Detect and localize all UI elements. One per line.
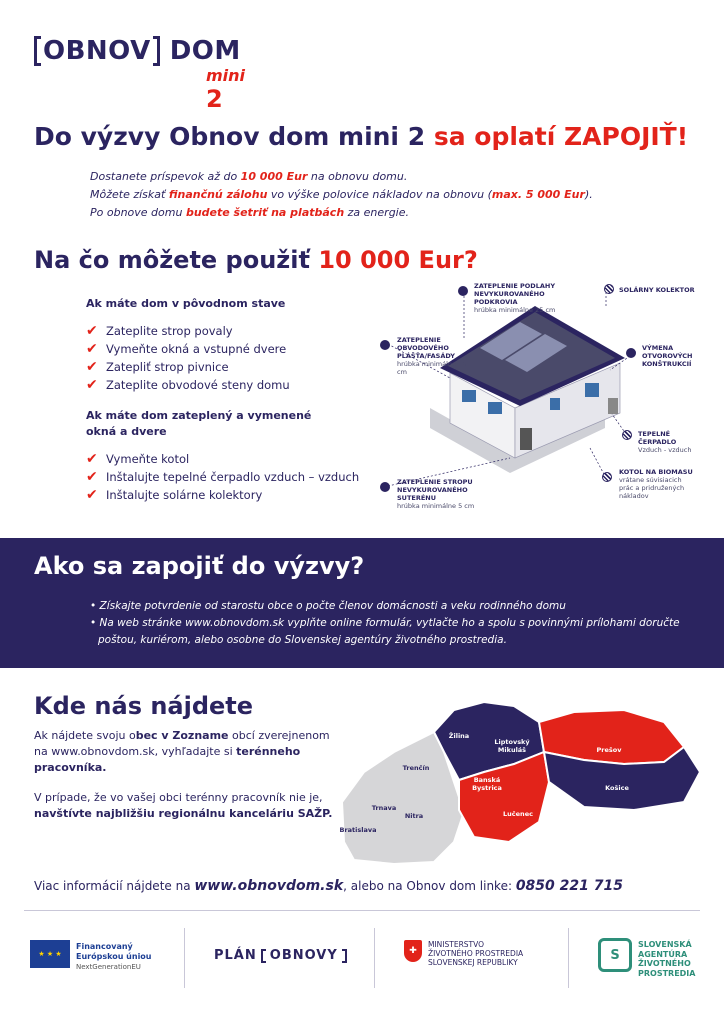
intro-l2c: vo výške polovice nákladov na obnovu ( [267, 188, 492, 201]
bracket-left [261, 949, 266, 963]
intro-l2d: max. 5 000 Eur [491, 188, 585, 201]
sazp-l3: ŽIVOTNÉHO [638, 959, 691, 968]
footer-divider [24, 910, 700, 911]
eu-l3: NextGenerationEU [76, 963, 141, 971]
plan-a: PLÁN [214, 948, 257, 963]
city-kosice: Košice [605, 784, 629, 792]
list-item [86, 486, 376, 504]
label-basement-sub: hrúbka minimálne 5 cm [397, 502, 475, 510]
footer-logos [0, 922, 724, 1002]
more-info-line [34, 878, 623, 894]
hatch-dot [602, 472, 612, 482]
label-facade-sub: hrúbka minimálne 10 cm [397, 360, 467, 376]
list-item [86, 340, 376, 358]
find-p1b: bec v Zozname [135, 729, 229, 742]
logo-dom: DOM [169, 36, 241, 66]
label-heatpump-title: TEPELNÉ ČERPADLO [638, 430, 677, 446]
list-item-label: Vymeňte okná a vstupné dvere [106, 342, 287, 356]
info-website-link[interactable]: www.obnovdom.sk [194, 878, 344, 894]
min-l2: ŽIVOTNÉHO PROSTREDIA [428, 949, 524, 958]
house-diagram [370, 278, 700, 518]
find-title: Kde nás nájdete [34, 692, 254, 720]
check-icon: ✔ [86, 341, 98, 357]
footer-vdivider [184, 928, 185, 988]
city-trnava: Trnava [371, 804, 397, 812]
banner-bullet: • Na web stránke www.obnovdom.sk vyplňte online formulár, vytlačte ho a spolu s povinnými prílohami doručte poštou, kuriérom, alebo osobne do Slovenskej agentúry životného prostredia. [90, 617, 680, 646]
min-l3: SLOVENSKEJ REPUBLIKY [428, 958, 518, 967]
banner-title: Ako sa zapojiť do výzvy? [34, 552, 365, 580]
logo-obnov: OBNOV [43, 36, 151, 66]
eu-text [76, 942, 152, 972]
check-icon: ✔ [86, 451, 98, 467]
group1-title: Ak máte dom v pôvodnom stave [86, 297, 286, 310]
list-item-label: Zateplite strop povaly [106, 324, 233, 338]
group2-title-l2: okná a dvere [86, 425, 167, 438]
label-boiler-sub: vrátane súvisiacich prác a pridružených nákladov [619, 476, 685, 500]
sazp-logo-icon: S [598, 938, 632, 972]
find-p2b: navštívte najbližšiu regionálnu kanceláriu SAŽP. [34, 807, 333, 820]
list-item [86, 322, 376, 340]
sazp-l4: PROSTREDIA [638, 968, 696, 978]
intro-text [90, 168, 593, 222]
list-item-label: Zateplite obvodové steny domu [106, 378, 290, 392]
uses-title [34, 246, 478, 274]
intro-l1a: Dostanete príspevok až do [90, 170, 241, 183]
slovakia-map [334, 692, 708, 868]
sazp-text [638, 940, 695, 978]
slovak-crest-icon: ✚ [404, 940, 422, 962]
intro-l1c: na obnovu domu. [307, 170, 408, 183]
check-icon: ✔ [86, 359, 98, 375]
label-heatpump-sub: Vzduch - vzduch [638, 446, 692, 454]
list-item-label: Vymeňte kotol [106, 452, 190, 466]
city-zilina: Žilina [448, 732, 470, 740]
plan-b: OBNOVY [269, 948, 338, 963]
label-boiler [619, 468, 697, 500]
intro-l2e: ). [584, 188, 593, 201]
label-attic-floor-title: ZATEPLENIE PODLAHY NEVYKUROVANÉHO PODKROVIA [474, 282, 556, 306]
label-heatpump [638, 430, 698, 454]
check-icon: ✔ [86, 487, 98, 503]
info-a: Viac informácií nájdete na [34, 879, 195, 893]
intro-l1b: 10 000 Eur [240, 170, 308, 183]
list-item [86, 358, 376, 376]
page-headline [34, 122, 688, 151]
city-trencin: Trenčín [402, 764, 430, 772]
plan-obnovy-logo [214, 948, 347, 963]
uses-title-b: 10 000 Eur? [318, 246, 478, 274]
city-lucenec: Lučenec [503, 810, 533, 818]
label-attic-floor-sub: hrúbka minimálne 25 cm [474, 306, 556, 314]
hatch-dot [622, 430, 632, 440]
banner-bullet: • Získajte potvrdenie od starostu obce o počte členov domácnosti a veku rodinného domu [90, 600, 566, 612]
headline-part1: Do výzvy Obnov dom mini 2 [34, 122, 426, 151]
bracket-left [34, 36, 41, 66]
city-banska-bystrica: Banská Bystrica [472, 776, 502, 792]
footer-vdivider [568, 928, 569, 988]
map-regions [334, 692, 708, 868]
label-solar: SOLÁRNY KOLEKTOR [619, 286, 695, 294]
label-facade-title: ZATEPLENIE OBVODOVÉHO PLÁŠŤA/FASÁDY [397, 336, 456, 360]
list-item [86, 450, 376, 468]
footer-vdivider [374, 928, 375, 988]
intro-l3a: Po obnove domu [90, 206, 186, 219]
intro-l3c: za energie. [344, 206, 409, 219]
marker-dot [380, 340, 390, 350]
hatch-dot [604, 284, 614, 294]
group2-title-l1: Ak máte dom zateplený a vymenené [86, 409, 312, 422]
city-liptovsky-mikulas: Liptovský Mikuláš [494, 738, 530, 754]
find-p1d: terénneho pracovníka. [34, 745, 301, 774]
city-presov: Prešov [596, 746, 622, 754]
find-p1c: obcí zverejnenom na www.obnovdom.sk, vyhľadajte si [34, 729, 330, 758]
marker-dot [380, 482, 390, 492]
group2-title [86, 408, 376, 440]
find-text [34, 728, 334, 836]
label-boiler-title: KOTOL NA BIOMASU [619, 468, 693, 476]
bracket-right [342, 949, 347, 963]
city-bratislava: Bratislava [339, 826, 377, 834]
label-attic-floor [474, 282, 584, 314]
logo-number: 2 [206, 85, 223, 113]
how-to-join-banner [0, 538, 724, 668]
label-facade [397, 336, 467, 376]
check-icon: ✔ [86, 323, 98, 339]
find-p2a: V prípade, že vo vašej obci terénny pracovník nie je, [34, 791, 323, 804]
label-basement [397, 478, 487, 510]
logo-mini: mini [206, 66, 246, 85]
list-item-label: Inštalujte solárne kolektory [106, 488, 263, 502]
marker-dot [458, 286, 468, 296]
label-windows: VÝMENA OTVOROVÝCH KONŠTRUKCIÍ [642, 344, 693, 368]
intro-l2a: Môžete získať [90, 188, 169, 201]
list-item [86, 468, 376, 486]
list-item-label: Inštalujte tepelné čerpadlo vzduch – vzduch [106, 470, 360, 484]
eu-flag-icon: ★ ★ ★ [30, 940, 70, 968]
uses-list [86, 296, 376, 518]
info-phone: 0850 221 715 [515, 878, 623, 894]
list-item-label: Zatepliť strop pivnice [106, 360, 229, 374]
sazp-l1: SLOVENSKÁ [638, 940, 692, 949]
check-icon: ✔ [86, 377, 98, 393]
eu-l2: Európskou úniou [76, 952, 152, 961]
label-basement-title: ZATEPLENIE STROPU NEVYKUROVANÉHO SUTERÉNU [397, 478, 473, 502]
info-b: , alebo na Obnov dom linke: [343, 879, 516, 893]
intro-l3b: budete šetriť na platbách [185, 206, 345, 219]
eu-l1: Financovaný [76, 942, 133, 951]
sazp-l2: AGENTÚRA [638, 949, 688, 959]
intro-l2b: finančnú zálohu [168, 188, 268, 201]
city-nitra: Nitra [404, 812, 424, 820]
ministry-text [428, 940, 523, 967]
list-item [86, 376, 376, 394]
headline-part2: sa oplatí ZAPOJIŤ! [433, 122, 689, 151]
check-icon: ✔ [86, 469, 98, 485]
uses-title-a: Na čo môžete použiť [34, 246, 310, 274]
obnov-dom-logo [34, 36, 246, 113]
marker-dot [626, 348, 636, 358]
find-p1a: Ak nájdete svoju o [34, 729, 136, 742]
bracket-right [153, 36, 160, 66]
min-l1: MINISTERSTVO [428, 940, 485, 949]
